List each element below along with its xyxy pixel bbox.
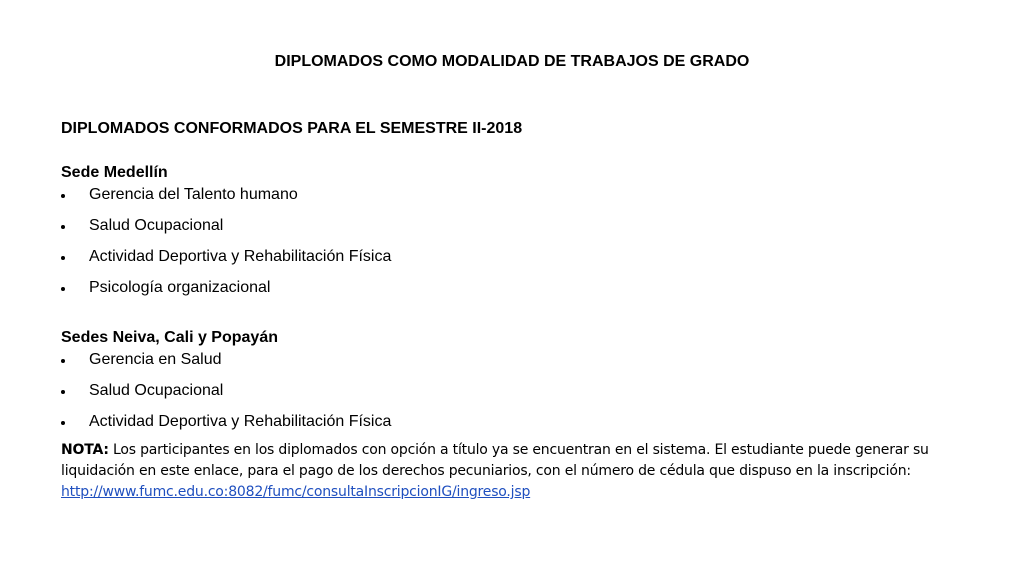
- sede-medellin-list: [61, 185, 961, 298]
- list-item: [61, 216, 961, 236]
- sedes-neiva-cali-popayan-section: [61, 328, 961, 443]
- list-item: [61, 350, 961, 370]
- list-item-label: Actividad Deportiva y Rehabilitación Física: [89, 248, 392, 265]
- list-item-label: Actividad Deportiva y Rehabilitación Física: [89, 413, 392, 430]
- list-item: [61, 185, 961, 205]
- note-label: NOTA:: [61, 442, 109, 458]
- bullet-icon: [61, 256, 65, 260]
- list-item-label: Salud Ocupacional: [89, 382, 224, 399]
- list-item-label: Gerencia en Salud: [89, 351, 222, 368]
- note-text: Los participantes en los diplomados con opción a título ya se encuentran en el sistema. El estudiante puede generar su liquidación en este enlace, para el pago de los derechos pecuniarios, con el número de cédula que dispuso en la inscripción:: [61, 442, 929, 479]
- sede-medellin-heading: Sede Medellín: [61, 164, 168, 181]
- note-paragraph: [61, 440, 961, 503]
- list-item: [61, 412, 961, 432]
- section-title: DIPLOMADOS CONFORMADOS PARA EL SEMESTRE II-2018: [61, 120, 523, 137]
- bullet-icon: [61, 194, 65, 198]
- list-item-label: Gerencia del Talento humano: [89, 186, 298, 203]
- bullet-icon: [61, 359, 65, 363]
- sedes-neiva-heading: Sedes Neiva, Cali y Popayán: [61, 329, 278, 346]
- sedes-neiva-list: [61, 350, 961, 432]
- bullet-icon: [61, 287, 65, 291]
- registration-link[interactable]: http://www.fumc.edu.co:8082/fumc/consultaInscripcionIG/ingreso.jsp: [61, 484, 531, 500]
- list-item-label: Psicología organizacional: [89, 279, 271, 296]
- bullet-icon: [61, 390, 65, 394]
- list-item: [61, 247, 961, 267]
- bullet-icon: [61, 225, 65, 229]
- bullet-icon: [61, 421, 65, 425]
- sede-medellin-section: [61, 163, 961, 309]
- page-title: DIPLOMADOS COMO MODALIDAD DE TRABAJOS DE GRADO: [274, 53, 750, 70]
- list-item-label: Salud Ocupacional: [89, 217, 224, 234]
- list-item: [61, 278, 961, 298]
- list-item: [61, 381, 961, 401]
